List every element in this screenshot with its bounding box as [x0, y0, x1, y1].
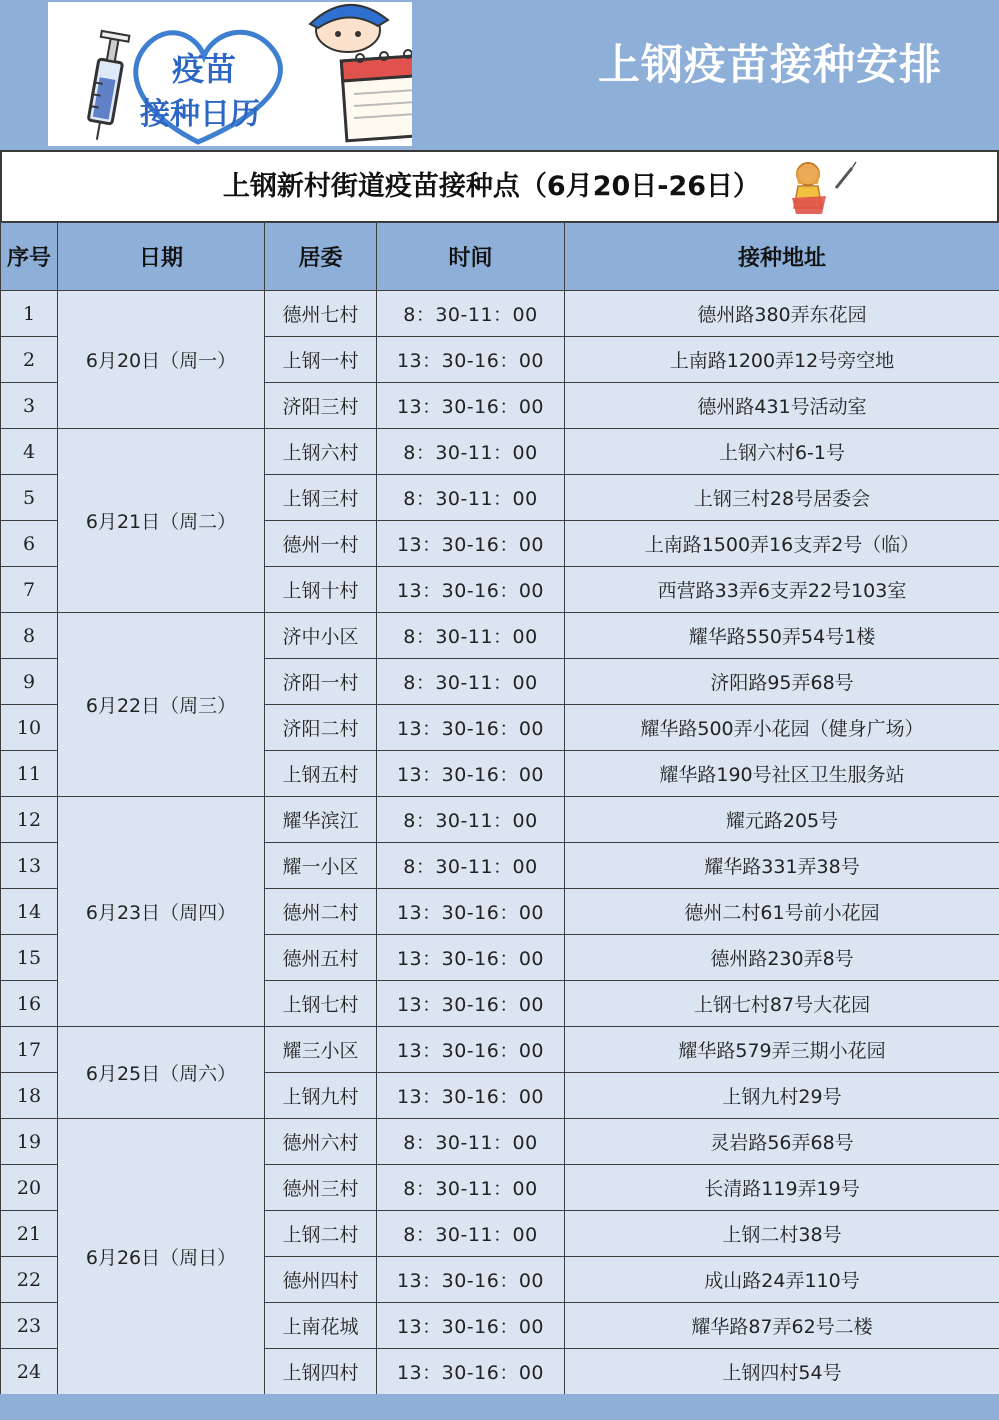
cartoon-kid-icon [310, 5, 388, 52]
table-row [1, 797, 999, 843]
date-cell: 6月23日（周四） [58, 797, 265, 1027]
committee-cell: 上钢三村 [265, 475, 377, 521]
address-cell: 耀元路205号 [565, 797, 999, 843]
committee-cell: 耀三小区 [265, 1027, 377, 1073]
committee-cell: 上钢六村 [265, 429, 377, 475]
row-index-cell: 4 [1, 429, 58, 475]
committee-cell: 耀华滨江 [265, 797, 377, 843]
footer-bar [0, 1394, 999, 1420]
date-cell: 6月21日（周二） [58, 429, 265, 613]
row-index-cell: 12 [1, 797, 58, 843]
time-cell: 8：30-11：00 [377, 797, 565, 843]
row-index-cell: 15 [1, 935, 58, 981]
address-cell: 上钢三村28号居委会 [565, 475, 999, 521]
vaccine-calendar-logo [48, 2, 412, 146]
committee-cell: 上钢五村 [265, 751, 377, 797]
address-cell: 耀华路550弄54号1楼 [565, 613, 999, 659]
row-index-cell: 23 [1, 1303, 58, 1349]
address-cell: 上钢四村54号 [565, 1349, 999, 1395]
committee-cell: 济中小区 [265, 613, 377, 659]
committee-cell: 上钢九村 [265, 1073, 377, 1119]
table-row [1, 1027, 999, 1073]
cartoon-nurse-icon [782, 158, 858, 220]
address-cell: 上钢六村6-1号 [565, 429, 999, 475]
committee-cell: 上钢四村 [265, 1349, 377, 1395]
time-cell: 13：30-16：00 [377, 521, 565, 567]
table-row [1, 291, 999, 337]
column-header-committee: 居委 [265, 223, 377, 291]
logo-text-line1: 疫苗 [172, 50, 237, 88]
column-header-date: 日期 [58, 223, 265, 291]
committee-cell: 耀一小区 [265, 843, 377, 889]
row-index-cell: 7 [1, 567, 58, 613]
committee-cell: 德州三村 [265, 1165, 377, 1211]
row-index-cell: 17 [1, 1027, 58, 1073]
date-cell: 6月25日（周六） [58, 1027, 265, 1119]
committee-cell: 德州二村 [265, 889, 377, 935]
committee-cell: 济阳三村 [265, 383, 377, 429]
date-cell: 6月20日（周一） [58, 291, 265, 429]
row-index-cell: 6 [1, 521, 58, 567]
address-cell: 耀华路500弄小花园（健身广场） [565, 705, 999, 751]
row-index-cell: 8 [1, 613, 58, 659]
time-cell: 8：30-11：00 [377, 659, 565, 705]
date-cell: 6月26日（周日） [58, 1119, 265, 1395]
row-index-cell: 13 [1, 843, 58, 889]
header-banner [0, 0, 999, 150]
time-cell: 8：30-11：00 [377, 1119, 565, 1165]
time-cell: 13：30-16：00 [377, 1027, 565, 1073]
row-index-cell: 14 [1, 889, 58, 935]
table-subtitle: 上钢新村街道疫苗接种点（6月20日-26日） [222, 171, 761, 202]
column-header-address: 接种地址 [565, 223, 999, 291]
time-cell: 13：30-16：00 [377, 1257, 565, 1303]
address-cell: 上南路1500弄16支弄2号（临） [565, 521, 999, 567]
address-cell: 德州路230弄8号 [565, 935, 999, 981]
table-row [1, 429, 999, 475]
row-index-cell: 22 [1, 1257, 58, 1303]
address-cell: 成山路24弄110号 [565, 1257, 999, 1303]
address-cell: 西营路33弄6支弄22号103室 [565, 567, 999, 613]
row-index-cell: 10 [1, 705, 58, 751]
committee-cell: 济阳二村 [265, 705, 377, 751]
row-index-cell: 19 [1, 1119, 58, 1165]
committee-cell: 上钢七村 [265, 981, 377, 1027]
logo-text-line2: 接种日历 [140, 97, 260, 132]
time-cell: 13：30-16：00 [377, 935, 565, 981]
table-row [1, 1119, 999, 1165]
row-index-cell: 3 [1, 383, 58, 429]
time-cell: 13：30-16：00 [377, 1073, 565, 1119]
address-cell: 耀华路190号社区卫生服务站 [565, 751, 999, 797]
committee-cell: 德州六村 [265, 1119, 377, 1165]
time-cell: 13：30-16：00 [377, 705, 565, 751]
address-cell: 上钢二村38号 [565, 1211, 999, 1257]
address-cell: 耀华路87弄62号二楼 [565, 1303, 999, 1349]
committee-cell: 上钢一村 [265, 337, 377, 383]
table-body [1, 291, 999, 1395]
logo-illustration [48, 2, 412, 146]
time-cell: 8：30-11：00 [377, 1165, 565, 1211]
time-cell: 8：30-11：00 [377, 1211, 565, 1257]
address-cell: 上南路1200弄12号旁空地 [565, 337, 999, 383]
time-cell: 13：30-16：00 [377, 981, 565, 1027]
time-cell: 8：30-11：00 [377, 291, 565, 337]
vaccination-schedule-table [0, 222, 999, 1395]
time-cell: 13：30-16：00 [377, 751, 565, 797]
time-cell: 8：30-11：00 [377, 429, 565, 475]
calendar-icon [341, 50, 412, 141]
time-cell: 13：30-16：00 [377, 1349, 565, 1395]
address-cell: 德州路380弄东花园 [565, 291, 999, 337]
row-index-cell: 16 [1, 981, 58, 1027]
table-header-row [1, 223, 999, 291]
committee-cell: 德州五村 [265, 935, 377, 981]
committee-cell: 德州四村 [265, 1257, 377, 1303]
committee-cell: 德州一村 [265, 521, 377, 567]
time-cell: 8：30-11：00 [377, 613, 565, 659]
address-cell: 上钢七村87号大花园 [565, 981, 999, 1027]
address-cell: 济阳路95弄68号 [565, 659, 999, 705]
banner-title: 上钢疫苗接种安排 [597, 40, 942, 89]
row-index-cell: 20 [1, 1165, 58, 1211]
row-index-cell: 5 [1, 475, 58, 521]
committee-cell: 上钢二村 [265, 1211, 377, 1257]
time-cell: 13：30-16：00 [377, 889, 565, 935]
row-index-cell: 18 [1, 1073, 58, 1119]
address-cell: 长清路119弄19号 [565, 1165, 999, 1211]
time-cell: 13：30-16：00 [377, 1303, 565, 1349]
row-index-cell: 2 [1, 337, 58, 383]
subtitle-bar [0, 150, 999, 222]
address-cell: 耀华路579弄三期小花园 [565, 1027, 999, 1073]
committee-cell: 上钢十村 [265, 567, 377, 613]
time-cell: 8：30-11：00 [377, 475, 565, 521]
row-index-cell: 11 [1, 751, 58, 797]
committee-cell: 济阳一村 [265, 659, 377, 705]
committee-cell: 上南花城 [265, 1303, 377, 1349]
time-cell: 13：30-16：00 [377, 567, 565, 613]
row-index-cell: 21 [1, 1211, 58, 1257]
row-index-cell: 1 [1, 291, 58, 337]
address-cell: 灵岩路56弄68号 [565, 1119, 999, 1165]
address-cell: 上钢九村29号 [565, 1073, 999, 1119]
row-index-cell: 24 [1, 1349, 58, 1395]
time-cell: 13：30-16：00 [377, 337, 565, 383]
address-cell: 耀华路331弄38号 [565, 843, 999, 889]
row-index-cell: 9 [1, 659, 58, 705]
syringe-icon [83, 31, 129, 142]
column-header-index: 序号 [1, 223, 58, 291]
time-cell: 13：30-16：00 [377, 383, 565, 429]
time-cell: 8：30-11：00 [377, 843, 565, 889]
table-row [1, 613, 999, 659]
committee-cell: 德州七村 [265, 291, 377, 337]
column-header-time: 时间 [377, 223, 565, 291]
date-cell: 6月22日（周三） [58, 613, 265, 797]
address-cell: 德州路431号活动室 [565, 383, 999, 429]
address-cell: 德州二村61号前小花园 [565, 889, 999, 935]
